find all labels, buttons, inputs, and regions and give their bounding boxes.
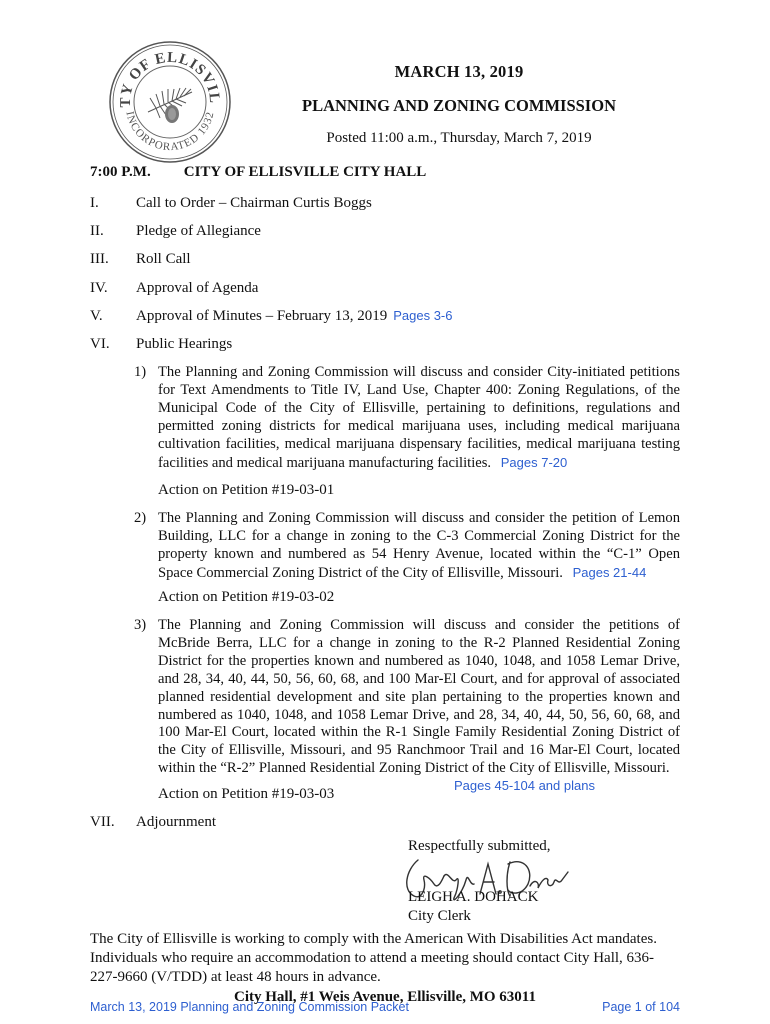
commission-title: PLANNING AND ZONING COMMISSION xyxy=(302,96,616,115)
hearing-text: The Planning and Zoning Commission will discuss and consider the petition of Lemon Building, LLC for a change in zoning to the C-3 Commercial Zoning District for the property known and numbered as 54 Henry Avenue, located within the “C-1” Open Space Commercial Zoning District of the City of Ellisville, Missouri. xyxy=(158,510,680,581)
hearing-text: The Planning and Zoning Commission will discuss and consider the petitions of McBride Berra, LLC for a change in zoning to the R-2 Planned Residential Zoning District for the properties known and numbered as 1040, 1048, and 1058 Lemar Drive, and 28, 34, 40, 44, 50, 56, 60, 68, and 100 Mar-El Court, and for approval of associated planned residential development and site plan pertaining to the properties known and numbered as 1040, 1048, and 1058 Lemar Drive, and 28, 34, 40, 44, 50, 56, 60, 68, and 100 Mar-El Court, located within the R-1 Single Family Residential Zoning District of the City of Ellisville, Missouri, and 95 Ranchmoor Trail and 16 Mar-El Court, located within the “R-2” Planned Residential Zoning District of the City of Ellisville, Missouri. xyxy=(158,617,680,777)
agenda-text: Approval of Agenda xyxy=(136,280,259,296)
ada-notice: The City of Ellisville is working to comply with the American With Disabilities Act mandates. Individuals who require an accommodation to attend a meeting should contact City Hall, 636-227-9660 (V/TDD) at least 48 hours in advance. xyxy=(90,931,657,985)
hearing-number: 2) xyxy=(134,510,147,526)
pages-link[interactable]: Pages 7-20 xyxy=(500,454,568,470)
posted-notice: Posted 11:00 a.m., Thursday, March 7, 2019 xyxy=(326,130,592,146)
agenda-text: Roll Call xyxy=(136,251,191,267)
hearing-number: 1) xyxy=(134,364,147,380)
pages-link[interactable]: Pages 21-44 xyxy=(572,564,647,580)
agenda-number: III. xyxy=(90,251,109,267)
agenda-item xyxy=(90,251,191,268)
agenda-item xyxy=(90,308,452,325)
agenda-number: V. xyxy=(90,308,103,324)
clerk-title: City Clerk xyxy=(408,908,471,924)
agenda-item xyxy=(90,280,258,297)
closing-line: Respectfully submitted, xyxy=(408,838,551,854)
pages-link[interactable]: Pages 3-6 xyxy=(393,308,453,323)
svg-text:CITY OF ELLISVILLE: TY OF ELLISVIL xyxy=(117,49,223,108)
agenda-number: II. xyxy=(90,223,104,239)
hearing-text: The Planning and Zoning Commission will discuss and consider City-initiated petitions for Text Amendments to Title IV, Land Use, Chapter 400: Zoning Regulations, of the Municipal Code of the City of Ellisville, pertaining to definitions, regulations and permitted zoning districts for medical marijuana uses, including medical marijuana cultivation facilities, medical marijuana dispensary facilities, medical marijuana testing facilities and medical marijuana manufacturing facilities. xyxy=(158,364,680,471)
page-number: Page 1 of 104 xyxy=(602,1000,680,1014)
agenda-number: I. xyxy=(90,195,99,211)
agenda-text: Adjournment xyxy=(136,814,216,830)
agenda-item xyxy=(90,223,261,240)
city-hall-address: City Hall, #1 Weis Avenue, Ellisville, MO 63011 xyxy=(234,989,536,1005)
agenda-text: Call to Order – Chairman Curtis Boggs xyxy=(136,195,372,211)
agenda-number: VII. xyxy=(90,814,115,830)
agenda-number: IV. xyxy=(90,280,108,296)
meeting-date: MARCH 13, 2019 xyxy=(394,62,524,81)
agenda-number: VI. xyxy=(90,336,110,352)
meeting-time-location xyxy=(90,164,426,181)
agenda-text: Public Hearings xyxy=(136,336,233,352)
agenda-text: Pledge of Allegiance xyxy=(136,223,261,239)
svg-text:INCORPORATED 1932: INCORPORATED 1932 xyxy=(123,110,217,154)
agenda-text: Approval of Minutes – February 13, 2019 xyxy=(136,308,388,324)
pages-link[interactable]: Pages 45-104 and plans xyxy=(454,778,595,793)
meeting-location: CITY OF ELLISVILLE CITY HALL xyxy=(183,164,427,180)
packet-label: March 13, 2019 Planning and Zoning Commission Packet xyxy=(90,1000,409,1014)
meeting-time: 7:00 P.M. xyxy=(90,164,151,180)
hearing-number: 3) xyxy=(134,617,147,633)
clerk-name: LEIGH A. DOHACK xyxy=(408,889,539,905)
hearing-item xyxy=(134,510,680,583)
agenda-item xyxy=(90,195,372,212)
agenda-item xyxy=(90,336,232,353)
action-line: Action on Petition #19-03-01 xyxy=(158,482,335,498)
hearing-item xyxy=(134,617,680,778)
hearing-item xyxy=(134,364,680,472)
agenda-item xyxy=(90,814,216,831)
action-line: Action on Petition #19-03-02 xyxy=(158,589,335,605)
action-line: Action on Petition #19-03-03 xyxy=(158,786,335,802)
